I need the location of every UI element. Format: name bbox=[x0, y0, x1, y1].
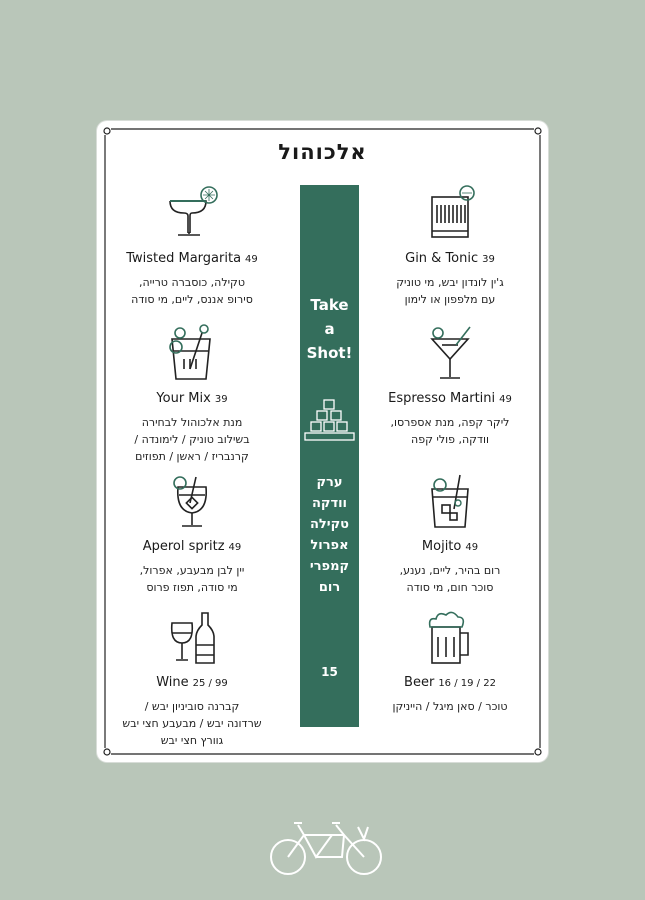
item-description bbox=[360, 274, 540, 308]
desc-line: סירופ אננס, ליים, מי סודה bbox=[131, 293, 253, 306]
desc-line: גוורץ חצי יבש bbox=[160, 734, 224, 747]
desc-line: קרנבריז / ראשן / תפוזים bbox=[135, 450, 249, 463]
item-price: 25 / 99 bbox=[192, 678, 228, 689]
shot-item: טקילה bbox=[309, 517, 350, 532]
item-description bbox=[102, 562, 282, 596]
wine-bottle-glass-icon bbox=[162, 609, 222, 667]
shot-glasses-icon bbox=[304, 397, 355, 443]
item-name: Mojito bbox=[421, 539, 462, 554]
highball-glass-icon bbox=[420, 183, 480, 243]
shot-item: אפרול bbox=[310, 538, 349, 553]
item-price: 39 bbox=[214, 394, 228, 405]
shot-item: קמפרי bbox=[309, 559, 350, 574]
tandem-bicycle-icon bbox=[268, 815, 384, 877]
menu-item-twisted-margarita bbox=[102, 183, 282, 308]
desc-line: ליקר קפה, מנת אספרסו, bbox=[390, 416, 510, 429]
desc-line: רום בהיר, ליים, נענע, bbox=[399, 564, 501, 577]
menu-item-gin-tonic bbox=[360, 183, 540, 308]
shot-item: ערק bbox=[316, 475, 343, 490]
item-name: Wine bbox=[156, 675, 189, 690]
beer-mug-icon bbox=[420, 609, 480, 667]
item-name: Aperol spritz bbox=[142, 539, 225, 554]
shots-list bbox=[300, 472, 359, 598]
shots-title-line: Take bbox=[310, 296, 349, 314]
item-price: 49 bbox=[465, 542, 479, 553]
shots-title-line: a bbox=[324, 320, 335, 338]
desc-line: שרדונה יבש / מבעבע חצי יבש bbox=[122, 717, 262, 730]
item-description bbox=[360, 414, 540, 448]
mojito-glass-icon bbox=[420, 473, 480, 531]
desc-line: בשילוב טוניק / לימונדה / bbox=[134, 433, 250, 446]
item-name: Gin & Tonic bbox=[405, 251, 479, 266]
menu-item-aperol-spritz bbox=[102, 473, 282, 596]
desc-line: קברנה סוביניון יבש / bbox=[144, 700, 240, 713]
menu-item-your-mix bbox=[102, 321, 282, 465]
shots-title-line: Shot! bbox=[306, 344, 353, 362]
shot-item: וודקה bbox=[311, 496, 348, 511]
item-price: 49 bbox=[228, 542, 242, 553]
desc-line: טקילה, כוסברה טרייה, bbox=[139, 276, 245, 289]
item-description bbox=[102, 698, 282, 749]
menu-title: אלכוהול bbox=[278, 140, 367, 164]
menu-item-espresso-martini bbox=[360, 321, 540, 448]
desc-line: מי סודה, תפוז פרוס bbox=[146, 581, 238, 594]
item-price: 39 bbox=[482, 254, 495, 265]
desc-line: וודקה, פולי קפה bbox=[411, 433, 489, 446]
item-price: 49 bbox=[499, 394, 512, 405]
item-name: Espresso Martini bbox=[388, 391, 496, 406]
item-description bbox=[102, 414, 282, 465]
desc-line: טוכר / סאן מיגל / הייניקן bbox=[392, 700, 508, 713]
desc-line: עם מלפפון או לימון bbox=[404, 293, 496, 306]
item-name: Your Mix bbox=[156, 391, 211, 406]
menu-item-wine bbox=[102, 609, 282, 749]
shot-item: רום bbox=[318, 580, 341, 595]
desc-line: ג'ין לונדון יבש, מי טוניק bbox=[396, 276, 504, 289]
desc-line: מנת אלכוהול לבחירה bbox=[141, 416, 243, 429]
shots-price: 15 bbox=[321, 665, 338, 679]
item-price: 16 / 19 / 22 bbox=[438, 678, 496, 689]
martini-glass-icon bbox=[420, 321, 480, 383]
shots-title bbox=[300, 293, 359, 365]
desc-line: סוכר חום, מי סודה bbox=[406, 581, 494, 594]
margarita-glass-icon bbox=[162, 183, 222, 243]
menu-card bbox=[97, 121, 548, 762]
item-price: 49 bbox=[245, 254, 258, 265]
menu-item-beer bbox=[360, 609, 540, 715]
shots-panel bbox=[300, 185, 359, 727]
item-description bbox=[360, 562, 540, 596]
item-name: Beer bbox=[404, 675, 435, 690]
spritz-glass-icon bbox=[162, 473, 222, 531]
desc-line: יין לבן מבעבע, אפרול, bbox=[139, 564, 245, 577]
item-description bbox=[360, 698, 540, 715]
item-description bbox=[102, 274, 282, 308]
item-name: Twisted Margarita bbox=[126, 251, 242, 266]
menu-item-mojito bbox=[360, 473, 540, 596]
mixed-drink-icon bbox=[162, 321, 222, 383]
